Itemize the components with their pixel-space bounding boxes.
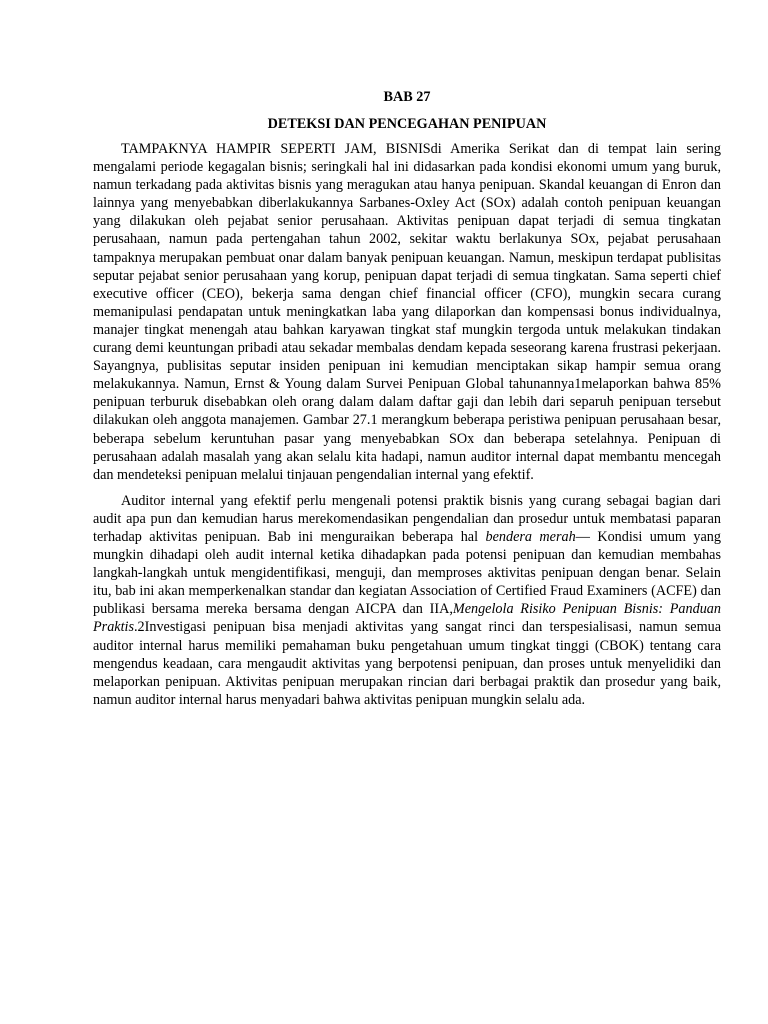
publication-title: Mengelola Risiko Penipuan Bisnis: Panduan Praktis bbox=[93, 601, 721, 636]
body-paragraph-1: TAMPAKNYA HAMPIR SEPERTI JAM, BISNISdi Amerika Serikat dan di tempat lain sering mengalami periode kegagalan bisnis; seringkali hal ini didasarkan pada kondisi ekonomi umum yang buruk, namun terkadang pada aktivitas bisnis yang meragukan atau hanya penipuan. Skandal keuangan di Enron dan lainnya yang menyebabkan diberlakukannya Sarbanes-Oxley Act (SOx) adalah contoh penipuan keuangan yang dilakukan oleh pejabat senior perusahaan. Aktivitas penipuan dapat terjadi di semua tingkatan perusahaan, namun pada pertengahan tahun 2002, sekitar waktu berlakunya SOx, pejabat perusahaan tampaknya merupakan pembuat onar dalam banyak penipuan keuangan. Namun, meskipun terdapat publisitas seputar pejabat senior perusahaan yang korup, penipuan dapat terjadi di semua tingkatan. Sama seperti chief executive officer (CEO), bekerja sama dengan chief financial officer (CFO), mungkin secara curang memanipulasi pendapatan untuk meningkatkan laba yang dilaporkan dan kompensasi bonus individualnya, manajer tingkat menengah atau bahkan karyawan tingkat staf mungkin tergoda untuk melakukan tindakan curang demi keuntungan pribadi atau sekadar membalas dendam kepada seseorang karena frustrasi pekerjaan. Sayangnya, publisitas seputar insiden penipuan ini kemudian menciptakan sikap hampir semua orang melakukannya. Namun, Ernst & Young dalam Survei Penipuan Global tahunannya1melaporkan bahwa 85% penipuan terburuk disebabkan oleh orang dalam dalam daftar gaji dan lebih dari separuh penipuan tersebut dilakukan oleh anggota manajemen. Gambar 27.1 merangkum beberapa peristiwa penipuan perusahaan besar, beberapa sebelum keruntuhan pasar yang menyebabkan SOx dan beberapa setelahnya. Penipuan di perusahaan adalah masalah yang akan selalu kita hadapi, namun auditor internal dapat membantu mencegah dan mendeteksi penipuan melalui tinjauan pengendalian internal yang efektif. bbox=[93, 141, 721, 483]
red-flag-term: bendera merah bbox=[485, 528, 576, 545]
chapter-heading: BAB 27 bbox=[383, 89, 431, 105]
paragraph-2-text-1: Auditor internal yang efektif perlu mengenali potensi praktik bisnis yang curang sebagai bagian dari audit apa pun dan kemudian harus merekomendasikan pengendalian dan prosedur untuk membatasi paparan terhadap aktivitas penipuan. Bab ini menguraikan beberapa hal bbox=[93, 492, 721, 545]
chapter-title: DETEKSI DAN PENCEGAHAN PENIPUAN bbox=[267, 116, 547, 132]
body-paragraph-2 bbox=[93, 492, 721, 709]
paragraph-2-text-3: .2Investigasi penipuan bisa menjadi aktivitas yang sangat rinci dan terspesialisasi, namun semua auditor internal harus memiliki pemahaman buku pengetahuan umum tingkat tinggi (CBOK) tentang cara mengendus keadaan, cara mengaudit aktivitas yang berpotensi penipuan, dan proses untuk menyelidiki dan melaporkan penipuan. Aktivitas penipuan merupakan rincian dari berbagai praktik dan prosedur yang baik, namun auditor internal harus menyadari bahwa aktivitas penipuan mungkin selalu ada. bbox=[93, 619, 721, 708]
page-content bbox=[93, 88, 721, 709]
paragraph-2-text-2: — Kondisi umum yang mungkin dihadapi oleh audit internal ketika dihadapkan pada potensi penipuan dan kemudian membahas langkah-langkah untuk mengidentifikasi, menguji, dan memproses aktivitas penipuan dengan benar. Selain itu, bab ini akan memperkenalkan standar dan kegiatan Association of Certified Fraud Examiners (ACFE) dan publikasi bersama mereka bersama dengan AICPA dan IIA, bbox=[93, 528, 721, 618]
